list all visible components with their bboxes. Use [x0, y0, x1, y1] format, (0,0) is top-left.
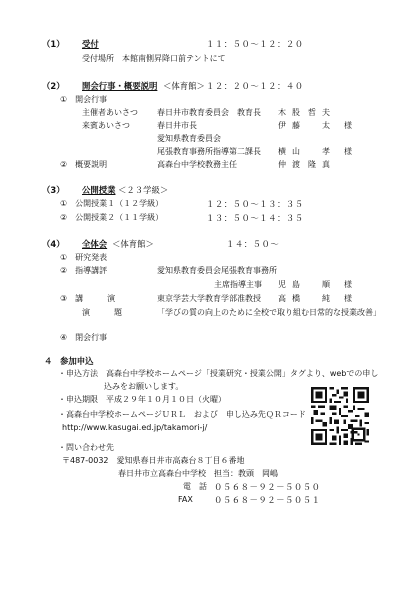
- homepage-url-label: ・高森台中学校ホームページＵＲＬ および 申し込み先ＱＲコード: [58, 410, 306, 419]
- name-char: 山: [292, 147, 300, 156]
- review-role: 主席指導主事: [214, 280, 262, 289]
- guest-org: 愛知県教育委員会: [157, 134, 221, 143]
- apply-method-line2: 込みをお願いします。: [104, 382, 184, 391]
- opening-ceremony-label: ① 開会行事: [60, 95, 108, 104]
- review-label: ② 指導講評: [60, 266, 108, 275]
- section-3-venue: ＜２３学級＞: [118, 185, 169, 195]
- honorific: 様: [344, 294, 352, 303]
- section-1-title: 受付: [82, 39, 99, 49]
- open-lesson-1-time: １２：５０～１３：３５: [206, 199, 304, 209]
- name-char: 木: [278, 108, 286, 117]
- section-5-number: ４: [44, 356, 53, 366]
- name-char: 真: [322, 160, 330, 169]
- guest-org: 春日井市長: [157, 121, 197, 130]
- name-char: 藤: [292, 121, 300, 130]
- contact-school: 春日井市立高森台中学校 担当：教頭 岡嶋: [118, 469, 278, 478]
- name-char: 児: [278, 280, 286, 289]
- section-2-time: １２：２０～１２：４０: [206, 81, 304, 91]
- name-char: 高: [278, 294, 286, 303]
- name-char: 夫: [322, 108, 330, 117]
- apply-method-line1: ・申込方法 高森台中学校ホームページ「授業研究・授業公開」タグより、webでの申し: [58, 369, 379, 378]
- section-1-time: １１：５０～１２：２０: [206, 39, 304, 49]
- apply-deadline: ・申込期限 平成２９年１０月１０日（火曜）: [58, 395, 226, 404]
- name-char: 哲: [308, 108, 316, 117]
- review-org: 愛知県教育委員会尾張教育事務所: [157, 266, 277, 275]
- overview-label: ② 概要説明: [60, 160, 108, 169]
- section-4-title: 全体会: [82, 239, 108, 249]
- contact-title: ・問い合わせ先: [58, 443, 114, 452]
- name-char: 島: [292, 280, 300, 289]
- tel-label: 電 話: [183, 482, 207, 491]
- qr-code-icon: [311, 387, 369, 445]
- section-2-number: （2）: [42, 81, 65, 91]
- open-lesson-2: ② 公開授業２（１１学級）: [60, 213, 164, 222]
- name-char: 伊: [278, 121, 286, 130]
- name-char: 純: [322, 294, 330, 303]
- greeting-role: 主催者あいさつ: [82, 108, 138, 117]
- honorific: 様: [344, 147, 352, 156]
- name-char: 橋: [292, 294, 300, 303]
- name-char: 股: [292, 108, 300, 117]
- guest-org: 尾張教育事務所指導第二課長: [157, 147, 261, 156]
- open-lesson-2-time: １３：５０～１４：３５: [206, 213, 304, 223]
- section-4-time: １４：５０～: [226, 239, 280, 249]
- closing-ceremony: ④ 閉会行事: [60, 333, 108, 342]
- name-char: 横: [278, 147, 286, 156]
- section-1-number: （1）: [42, 39, 65, 49]
- name-char: 順: [322, 280, 330, 289]
- section-2-title: 開会行事・概要説明: [82, 81, 158, 91]
- lecture-org: 東京学芸大学教育学部准教授: [157, 294, 261, 303]
- greeting-org: 春日井市教育委員会 教育長: [157, 108, 261, 117]
- section-2-venue: ＜体育館＞: [163, 81, 205, 91]
- lecture-topic-label: 演 題: [82, 308, 122, 317]
- section-4-number: （4）: [42, 239, 65, 249]
- name-char: 渡: [292, 160, 300, 169]
- name-char: 孝: [322, 147, 330, 156]
- honorific: 様: [344, 280, 352, 289]
- section-3-title: 公開授業: [82, 185, 116, 195]
- research-presentation: ① 研究発表: [60, 253, 108, 262]
- fax-label: FAX: [178, 495, 193, 504]
- fax-number: ０５６８－９２－５０５１: [214, 495, 321, 505]
- name-char: 太: [322, 121, 330, 130]
- section-4-venue: ＜体育館＞: [112, 239, 154, 249]
- homepage-url-link[interactable]: http://www.kasugai.ed.jp/takamori-j/: [62, 423, 208, 432]
- lecture-topic: 「学びの質の向上のために全校で取り組む日常的な授業改善」: [157, 308, 381, 317]
- contact-address: 〒487-0032 愛知県春日井市高森台８丁目６番地: [62, 456, 245, 465]
- honorific: 様: [344, 121, 352, 130]
- open-lesson-1: ① 公開授業１（１２学級）: [60, 199, 164, 208]
- overview-org: 高森台中学校教務主任: [157, 160, 237, 169]
- lecture-label: ③ 講 演: [60, 294, 116, 303]
- name-char: 仲: [278, 160, 286, 169]
- section-5-title: 参加申込: [60, 356, 94, 366]
- section-3-number: （3）: [42, 185, 65, 195]
- guest-role: 来賓あいさつ: [82, 121, 130, 130]
- name-char: 隆: [308, 160, 316, 169]
- tel-number: ０５６８－９２－５０５０: [214, 482, 321, 492]
- reception-place: 受付場所 本館南側昇降口前テントにて: [82, 54, 226, 63]
